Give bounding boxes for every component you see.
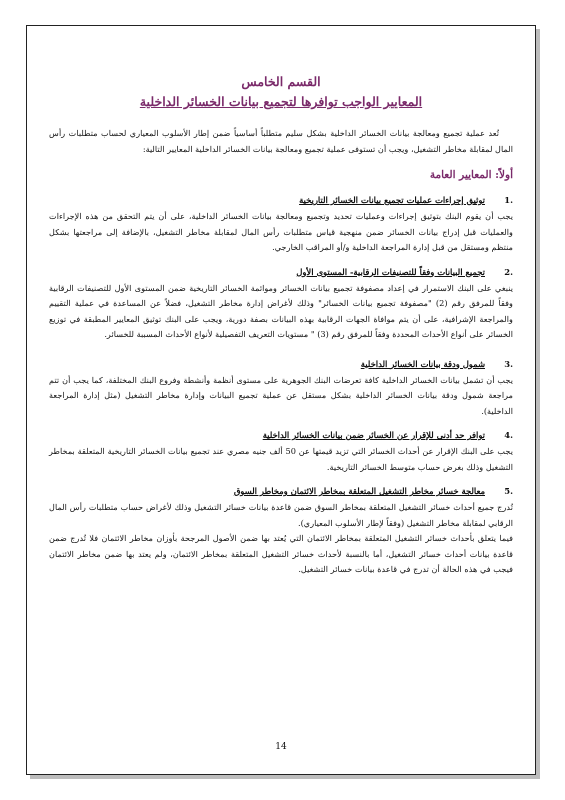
item-number: .3 — [504, 358, 513, 369]
general-standards-heading: أولاً: المعايير العامة — [429, 169, 513, 181]
title-block — [27, 72, 535, 112]
item-title: معالجة خسائر مخاطر التشغيل المتعلقة بمخاطر الائتمان ومخاطر السوق — [233, 486, 485, 496]
item-body: ينبغي على البنك الاستمرار في إعداد مصفوفة تجميع بيانات الخسائر وموائمة الخسائر التاريخية ضمن المستوى الأول للتصنيفات الرقابية وفقاً للمرفق رقم (2) "مصفوفة تجميع بيانات الخسائر" وذلك لأغراض إدارة مخاطر التشغيل، فضلاً عن المساعدة في عملية التقييم والمراجعة الإشرافية، على أن يتم موافاة الجهات الرقابية بهذه البيانات بصفة دورية، ويجب على البنك توثيق المعايير المطبقة في توزيع الخسائر على أنواع الأحداث المحددة وفقاً للمرفق رقم (3) " مستويات التعريف التفصيلية لأنواع الأحداث المسببة للخسائر. — [49, 282, 513, 339]
item-body: تُدرج جميع أحداث خسائر التشغيل المتعلقة بمخاطر السوق ضمن قاعدة بيانات خسائر التشغيل وذلك لأغراض حساب متطلبات رأس المال الرقابي لمقابلة مخاطر التشغيل (وفقاً لإطار الأسلوب المعياري). — [49, 502, 513, 528]
item-number: .5 — [504, 486, 513, 496]
list-item — [49, 193, 513, 256]
intro-paragraph: تُعد عملية تجميع ومعالجة بيانات الخسائر الداخلية بشكل سليم متطلباً أساسياً ضمن إطار الأسلوب المعياري لحساب متطلبات رأس المال لمقابلة مخاطر التشغيل، ويجب أن تستوفى عملية تجميع ومعالجة بيانات الخسائر الداخلية المعايير التالية: — [49, 128, 513, 154]
section-label: القسم الخامس — [241, 74, 321, 89]
item-body: يجب على البنك الإقرار عن أحداث الخسائر التي تزيد قيمتها عن 50 ألف جنيه مصري عند تجميع بيانات الخسائر التاريخية المتعلقة بمخاطر التشغيل وذلك بغرض حساب متوسط الخسائر التاريخية. — [49, 446, 513, 472]
item-heading — [49, 193, 513, 208]
list-item — [49, 484, 513, 578]
list-item — [49, 428, 513, 475]
item-title: توثيق إجراءات عمليات تجميع بيانات الخسائر التاريخية — [299, 195, 485, 205]
item-body: يجب أن تشمل بيانات الخسائر الداخلية كافة تعرضات البنك الجوهرية على مستوى أنظمة وأنشطة وفروع البنك المختلفة، كما يجب أن تتم مراجعة شمول ودقة بيانات الخسائر الداخلية بشكل مستقل عن عملية تجميع البيانات وإدارة مخاطر التشغيل (مثل إدارة المراجعة الداخلية). — [49, 374, 513, 416]
item-heading — [49, 484, 513, 499]
item-heading — [49, 357, 513, 372]
list-item — [49, 357, 513, 420]
item-body: يجب أن يقوم البنك بتوثيق إجراءات وعمليات تحديد وتجميع ومعالجة بيانات الخسائر الداخلية، على أن يتم التحقق من هذه الإجراءات والعمليات قبل إدراج بيانات الخسائر ضمن منهجية قياس متطلبات رأس المال لمقابلة مخاطر التشغيل، بالإضافة إلى مراجعتها بشكل منتظم ومستقل من قبل إدارة المراجعة الداخلية و/أو المراقب الخارجي. — [49, 211, 513, 252]
page-number: 14 — [275, 742, 287, 752]
document-page — [26, 25, 536, 775]
page-content — [49, 126, 513, 587]
item-title: تجميع البيانات وفقاً للتصنيفات الرقابية- المستوى الأول — [296, 266, 485, 277]
list-item — [49, 265, 513, 343]
item-heading — [49, 428, 513, 443]
item-number: .4 — [504, 430, 513, 440]
item-body-continued: فيما يتعلق بأحداث خسائر التشغيل المتعلقة بمخاطر الائتمان التي يُعتد بها ضمن الأصول المرجحة بأوزان مخاطر الائتمان فلا تُدرج ضمن قاعدة بيانات أحداث خسائر التشغيل، أما بالنسبة لأحداث خسائر التشغيل المتعلقة بمخاطر الائتمان، ولم يعتد بها ضمن مخاطر الائتمان فيجب في هذه الحالة أن تدرج في قاعدة بيانات خسائر التشغيل. — [49, 533, 513, 574]
item-title: توافر حد أدنى للإقرار عن الخسائر ضمن بيانات الخسائر الداخلية — [262, 430, 485, 440]
item-number: .2 — [504, 266, 513, 277]
item-number: .1 — [504, 195, 513, 205]
item-title: شمول ودقة بيانات الخسائر الداخلية — [360, 358, 485, 369]
section-title: المعايير الواجب توافرها لتجميع بيانات الخسائر الداخلية — [139, 94, 423, 109]
item-heading — [49, 265, 513, 280]
